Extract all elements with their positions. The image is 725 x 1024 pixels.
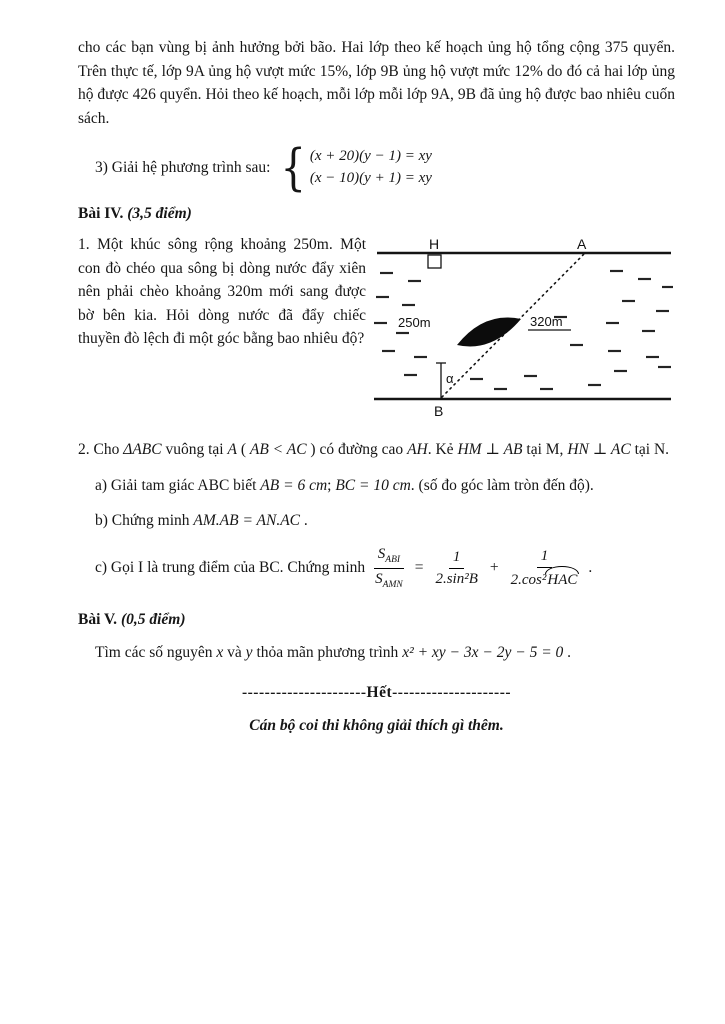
fraction-sin-numerator: 1 xyxy=(449,548,465,569)
problem-4-2c xyxy=(78,545,675,592)
system-brace: { xyxy=(280,139,306,197)
fraction-cos-denominator: 2.cos²HAC xyxy=(507,568,583,590)
q2-math-hm-ab: HM ⊥ AB xyxy=(457,441,523,459)
fraction-cos xyxy=(507,547,583,590)
section-bai5-heading xyxy=(78,608,675,632)
end-separator: ----------------------Hết--------------------- xyxy=(241,683,512,701)
q2-text-3: ( xyxy=(236,441,250,459)
plus-sign: + xyxy=(489,559,499,577)
fraction-areas-numerator: $S_{ABI}$ xyxy=(374,545,404,569)
q2-text-2: vuông tại xyxy=(161,441,228,459)
q5-text-1: Tìm các số nguyên xyxy=(95,644,217,662)
point-a-label: A xyxy=(577,239,587,253)
bai5-title: Bài V. xyxy=(78,610,118,628)
q2-text-6: tại M, xyxy=(522,441,568,459)
bai4-points: (3,5 điểm) xyxy=(127,204,192,222)
q2-math-triangle: ΔABC xyxy=(123,441,162,459)
fraction-areas xyxy=(371,545,407,592)
q5-text-4: . xyxy=(563,644,572,662)
problem-4-2-intro xyxy=(78,438,675,462)
q2b-text-2: . xyxy=(300,512,308,530)
equals-sign: = xyxy=(414,559,424,577)
paragraph-intro: cho các bạn vùng bị ảnh hưởng bởi bão. Hai lớp theo kế hoạch ủng hộ tổng cộng 375 quyển. Trên thực tế, lớp 9A ủng hộ vượt mức 15%, lớp 9B ủng hộ vượt mức 12% do đó cả hai lớp ủng hộ được 426 quyển. Hỏi theo kế hoạch, mỗi lớp mỗi lớp 9A, 9B đã ủng hộ được bao nhiêu cuốn sách. xyxy=(78,39,675,127)
problem-5-text xyxy=(78,641,675,665)
q2c-period: . xyxy=(588,559,593,577)
fraction-areas-denominator: $S_{AMN}$ xyxy=(375,570,403,590)
q2-text-5: . Kẻ xyxy=(427,441,458,459)
section-bai4-heading xyxy=(78,202,675,226)
distance-320-label: 320m xyxy=(530,314,563,330)
fraction-sin-denominator: 2.sin²B xyxy=(435,570,478,587)
fraction-cos-numerator: 1 xyxy=(537,547,553,568)
problem-4-2b xyxy=(78,509,675,533)
boat-shape xyxy=(457,318,521,347)
q2a-text-2: ; xyxy=(327,476,336,494)
proctor-note: Cán bộ coi thi không giải thích gì thêm. xyxy=(249,717,504,735)
q2b-math-product: AM.AB = AN.AC xyxy=(193,512,300,530)
bai5-points: (0,5 điểm) xyxy=(120,610,186,628)
problem-3 xyxy=(78,139,675,197)
point-b-label: B xyxy=(434,403,444,420)
angle-alpha-label: α xyxy=(446,371,454,387)
q5-text-2: và xyxy=(223,644,246,662)
q2a-text-1: a) Giải tam giác ABC biết xyxy=(95,476,261,494)
water-dashes xyxy=(374,271,673,389)
problem-4-1-text: 1. Một khúc sông rộng khoảng 250m. Một con đò chéo qua sông bị dòng nước đẩy xiên nên phải chèo khoảng 320m mới sang được bờ bên kia. Hỏi dòng nước đã đẩy chiếc thuyền đò lệch đi một góc bằng bao nhiêu độ? xyxy=(78,236,366,348)
equation-1: (x + 20)(y − 1) = xy xyxy=(309,148,432,165)
q5-math-y: y xyxy=(245,644,253,662)
angle-hac-with-arc: HAC xyxy=(546,569,578,590)
problem-4-2a xyxy=(78,474,675,498)
q2-text-4: ) có đường cao xyxy=(306,441,408,459)
equation-system xyxy=(310,146,432,190)
bai4-title: Bài IV. xyxy=(78,204,124,222)
q2-math-ah: AH xyxy=(407,441,428,459)
distance-250-label: 250m xyxy=(398,315,431,331)
q2a-text-3: . (số đo góc làm tròn đến độ). xyxy=(410,476,594,494)
q2a-math-ab6: AB = 6 cm xyxy=(260,476,328,494)
problem-3-label: 3) Giải hệ phương trình sau: xyxy=(95,159,271,177)
q2-text-1: 2. Cho xyxy=(78,441,124,459)
problem-4-1 xyxy=(78,233,675,424)
q2-text-7: tại N. xyxy=(630,441,670,459)
q2-math-hn-ac: HN ⊥ AC xyxy=(567,441,631,459)
q2c-prefix: c) Gọi I là trung điểm của BC. Chứng minh xyxy=(95,559,366,577)
river-diagram-svg xyxy=(374,239,674,424)
fraction-sin xyxy=(431,548,481,589)
right-angle-marker xyxy=(428,255,441,268)
q5-math-equation: x² + xy − 3x − 2y − 5 = 0 xyxy=(402,644,564,662)
q2-math-a: A xyxy=(227,441,237,459)
q2a-math-bc10: BC = 10 cm xyxy=(335,476,411,494)
equation-2: (x − 10)(y + 1) = xy xyxy=(309,169,432,186)
q2b-text-1: b) Chứng minh xyxy=(95,512,194,530)
q2-math-ab-ac: AB < AC xyxy=(249,441,307,459)
q5-text-3: thỏa mãn phương trình xyxy=(252,644,403,662)
river-diagram xyxy=(374,239,674,424)
q5-math-x: x xyxy=(216,644,224,662)
point-h-label: H xyxy=(429,239,440,253)
